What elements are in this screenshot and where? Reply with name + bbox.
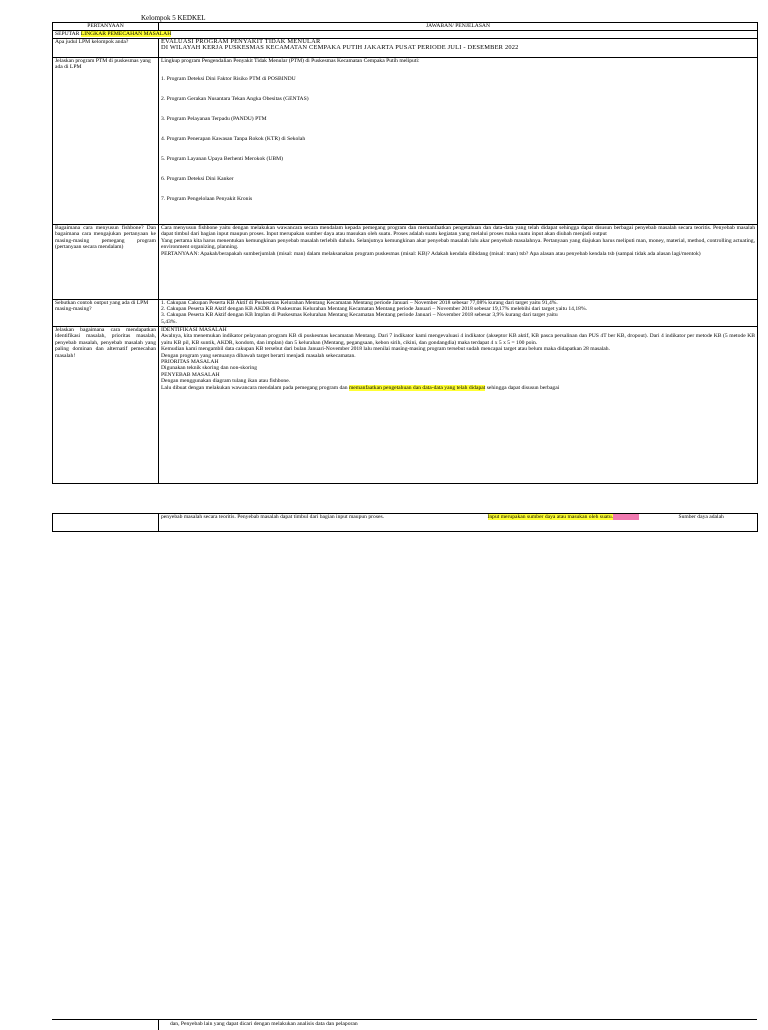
table-row (53, 39, 758, 58)
question-cell: Sebutkan contoh output yang ada di LPM masing-masing? (53, 300, 159, 327)
program-intro: Lingkup program Pengendalian Penyakit Tidak Menular (PTM) di Puskesmas Kecamatan Cempaka Putih meliputi: (161, 58, 420, 64)
list-item: 3. Cakupan Peserta KB Aktif dengan KB Implan di Puskesmas Kelurahan Mentang Kecamatan Mentang periode Januari – November 2018 sebesar 3,9% kurang dari target yaitu (161, 312, 558, 319)
list-item: 4. Program Penerapan Kawasan Tanpa Rokok (KTR) di Sekolah (161, 136, 306, 143)
priority-title: PRIORITAS MASALAH (161, 359, 219, 366)
program-list (161, 76, 755, 202)
cause-text-1: Dengan menggunakan diagram tulang ikan atau fishbone. (161, 378, 291, 385)
list-item: 6. Program Deteksi Dini Kanker (161, 176, 234, 183)
identification-text-2: Kemudian kami mengambil data cakupan KB tersebut dari bulan Januari-November 2018 lalu menilai masing-masing program tersebut sudah mencapai target atau belum maka didapatkan 28 masalah. (161, 346, 610, 353)
continuation-text: penyebab masalah secara teoritis. Penyebab masalah dapat timbul dari bagian input maupun proses. (159, 514, 486, 532)
identification-title: IDENTIFIKASI MASALAH (161, 327, 227, 333)
continuation-highlight: Input merupakan sumber daya atau masukan oleh suatu. (487, 514, 614, 521)
list-item: 1. Cakupan Cakupan Peserta KB Aktif di Puskesmas Kelurahan Mentang Kecamatan Mentang periode Januari – November 2018 sebesar 77,08% kurang dari target yaitu 91,4%. (161, 300, 558, 306)
list-item: 5. Program Layanan Upaya Berhenti Merokok (UBM) (161, 156, 283, 163)
bottom-row-text: dan, Penyebab lain yang dapat dicari dengan melakukan analisis data dan pelaporan (170, 1021, 358, 1027)
question-cell: Jelaskan bagaimana cara mendapatkan identifikasi masalah, prioritas masalah, penyebab masalah, penyebab masalah yang paling dominan dan alternatif pemecahan masalah! (53, 327, 159, 484)
continuation-right-text: Sumber daya adalah (677, 514, 758, 532)
table-row (53, 327, 758, 484)
question-cell: Apa judul LPM kelompok anda? (53, 39, 159, 58)
list-item: 5,43%. (161, 318, 177, 325)
priority-text: Digunakan teknik skoring dan non-skoring (161, 365, 258, 372)
lpm-title-line2: DI WILAYAH KERJA PUSKESMAS KECAMATAN CEMPAKA PUTIH JAKARTA PUSAT PERIODE JULI - DESEMBER 2022 (161, 44, 519, 52)
cause-text-2a: Lalu dibuat dengan melakukan wawancara mendalam pada pemegang program dan (161, 384, 349, 391)
lpm-title-line1: EVALUASI PROGRAM PENYAKIT TIDAK MENULAR (161, 38, 321, 45)
answer-cell (159, 327, 758, 484)
header-question: PERTANYAAN (53, 23, 159, 31)
cause-text-2b: sehingga dapat disusun berbagai (485, 384, 560, 391)
cause-text-2 (161, 385, 755, 391)
pink-highlight-mark (613, 514, 639, 520)
fishbone-paragraph-1: Cara menyusun fishbone yaitu dengan melakukan wawancara secara mendalam kepada pemegang program dan memanfaatkan pengetahuan dan data-data yang telah didapat sehingga dapat disusun berbagai penyebab masalah secara teoritis. Penyebab masalah dapat timbul dari bagian input maupun proses. Input merupakan sumber daya atau masukan oleh suatu. Proses adalah suatu kegiatan yang melalui proses maka suatu input akan diubah menjadi output (161, 225, 755, 238)
list-item: 3. Program Pelayanan Terpadu (PANDU) PTM (161, 116, 267, 123)
fishbone-questions: PERTANYAAN: Apakah/berapakah sumberjumlah (misal: man) dalam melaksanakan program puskesmas (misal: KB)? Adakah kendala dibidang (misal: man) tsb? Apa alasan atau penyebab kendala tsb (sampai tidak ada alasan lagi/mentok) (161, 250, 701, 257)
header-answer: JAWABAN/ PENJELASAN (159, 23, 758, 31)
bottom-row (52, 1019, 757, 1030)
continuation-highlight-cell (486, 514, 677, 532)
table-row (53, 300, 758, 327)
section-prefix: SEPUTAR (55, 31, 81, 37)
answer-cell (159, 39, 758, 58)
list-item: 2. Cakupan Peserta KB Aktif dengan KB AKDR di Puskesmas Kelurahan Mentang Kecamatan Mentang periode Januari – November 2018 sebesar 19,17% melebihi dari target yaitu 14,18%. (161, 306, 588, 313)
table-row (53, 58, 758, 225)
identification-text-3: Dengan program yang semuanya dibawah target berarti menjadi masalah sekecamatan. (161, 352, 356, 359)
cause-text-highlight: memanfaatkan pengetahuan dan data-data yang telah didapat (348, 384, 486, 391)
list-item: 7. Program Pengelolaan Penyakit Kronis (161, 196, 253, 203)
question-cell: Bagaimana cara menyusun fishbone? Dan bagaimana cara mengajukan pertanyaan ke masing-masing pemegang program (pertanyaan secara mendalam) (53, 225, 159, 300)
answer-cell (159, 300, 758, 327)
output-list (161, 300, 755, 325)
answer-cell (159, 225, 758, 300)
list-item: 2. Program Gerakan Nusantara Tekan Angka Obesitas (GENTAS) (161, 96, 309, 103)
qa-table (52, 22, 758, 484)
list-item: 1. Program Deteksi Dini Faktor Risiko PTM di POSBINDU (161, 76, 296, 83)
section-row (53, 31, 758, 39)
bottom-row-divider (158, 1020, 159, 1030)
section-highlight: LINGKAR PEMECAHAN MASALAH (80, 31, 172, 37)
continuation-table (52, 513, 758, 532)
table-row (53, 514, 758, 532)
table-header-row (53, 23, 758, 31)
fishbone-paragraph-2: Yang pertama kita harus menentukan kemungkinan penyebab masalah terlebih dahulu. Selanjutnya kemungkinan akar penyebab masalah lalu akar penyebab masalahnya. Pertanyaan yang diajukan harus meliputi man, money, material, method, controlling actuating, environment organizing, planning. (161, 237, 755, 251)
identification-text-1: Awalnya, kita menemukan indikator pelayanan program KB di puskesmas kecamatan Mentang. Dari 7 indikator kami mengevaluasi 4 indikator (akseptor KB aktif, KB pasca persalinan dan PUS 4T ber KB, dropout). Dari 4 indikator per metode KB (5 metode KB yaitu KB pil, KB suntik, AKDR, kondom, dan implan) dan 5 kelurahan (Mentang, pegangsaan, kebon sirih, cikini, dan gondangdia) maka terdapat 4 x 5 x 5 = 100 poin. (161, 333, 755, 346)
continuation-question-cell (53, 514, 159, 532)
section-title (53, 31, 758, 39)
cause-title: PENYEBAB MASALAH (161, 371, 220, 378)
table-row (53, 225, 758, 300)
group-label: Kelompok 5 KEDKEL (141, 14, 206, 22)
answer-cell (159, 58, 758, 225)
question-cell: Jelaskan program PTM di puskesmas yang ada di LPM (53, 58, 159, 225)
